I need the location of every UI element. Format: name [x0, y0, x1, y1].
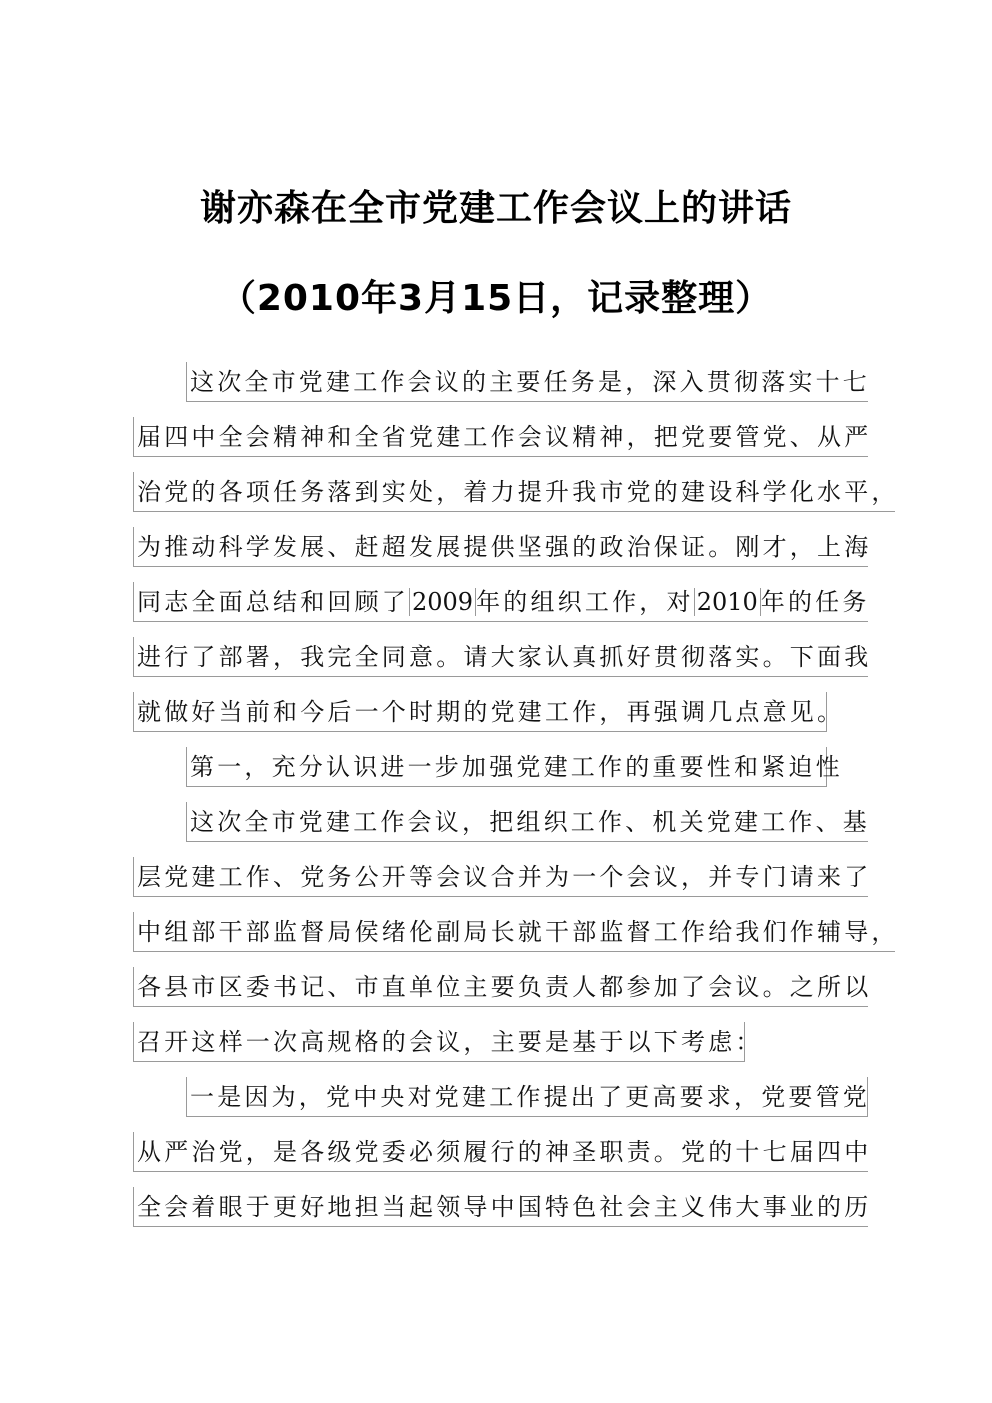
- text-line: 就做好当前和今后一个时期的党建工作，再强调几点意见。: [133, 692, 827, 732]
- text-line: 这次全市党建工作会议，把组织工作、机关党建工作、基: [186, 802, 868, 842]
- text-line: 中组部干部监督局侯绪伦副局长就干部监督工作给我们作辅导，: [133, 912, 895, 952]
- text-segment: 年的组织工作，对: [476, 588, 694, 616]
- text-line: 进行了部署，我完全同意。请大家认真抓好贯彻落实。下面我: [133, 637, 868, 677]
- text-line: 这次全市党建工作会议的主要任务是，深入贯彻落实十七: [186, 362, 868, 402]
- text-line: 一是因为，党中央对党建工作提出了更高要求，党要管党: [186, 1077, 868, 1117]
- text-segment: 同志全面总结和回顾了: [137, 588, 409, 616]
- text-line: 届四中全会精神和全省党建工作会议精神，把党要管党、从严: [133, 417, 868, 457]
- text-line: [133, 582, 868, 622]
- text-line: 召开这样一次高规格的会议，主要是基于以下考虑：: [133, 1022, 745, 1062]
- document-subtitle: （2010年3月15日，记录整理）: [219, 278, 773, 319]
- year-number: 2010: [694, 588, 761, 616]
- text-line: 全会着眼于更好地担当起领导中国特色社会主义伟大事业的历: [133, 1187, 868, 1227]
- text-line: 为推动科学发展、赶超发展提供坚强的政治保证。刚才，上海: [133, 527, 868, 567]
- text-line: 各县市区委书记、市直单位主要负责人都参加了会议。之所以: [133, 967, 868, 1007]
- text-line: 从严治党，是各级党委必须履行的神圣职责。党的十七届四中: [133, 1132, 868, 1172]
- section-heading: 第一，充分认识进一步加强党建工作的重要性和紧迫性: [186, 747, 827, 787]
- document-title: 谢亦森在全市党建工作会议上的讲话: [199, 188, 792, 229]
- year-number: 2009: [409, 588, 476, 616]
- text-line: 层党建工作、党务公开等会议合并为一个会议，并专门请来了: [133, 857, 868, 897]
- text-line: 治党的各项任务落到实处，着力提升我市党的建设科学化水平，: [133, 472, 895, 512]
- text-segment: 年的任务: [760, 588, 870, 616]
